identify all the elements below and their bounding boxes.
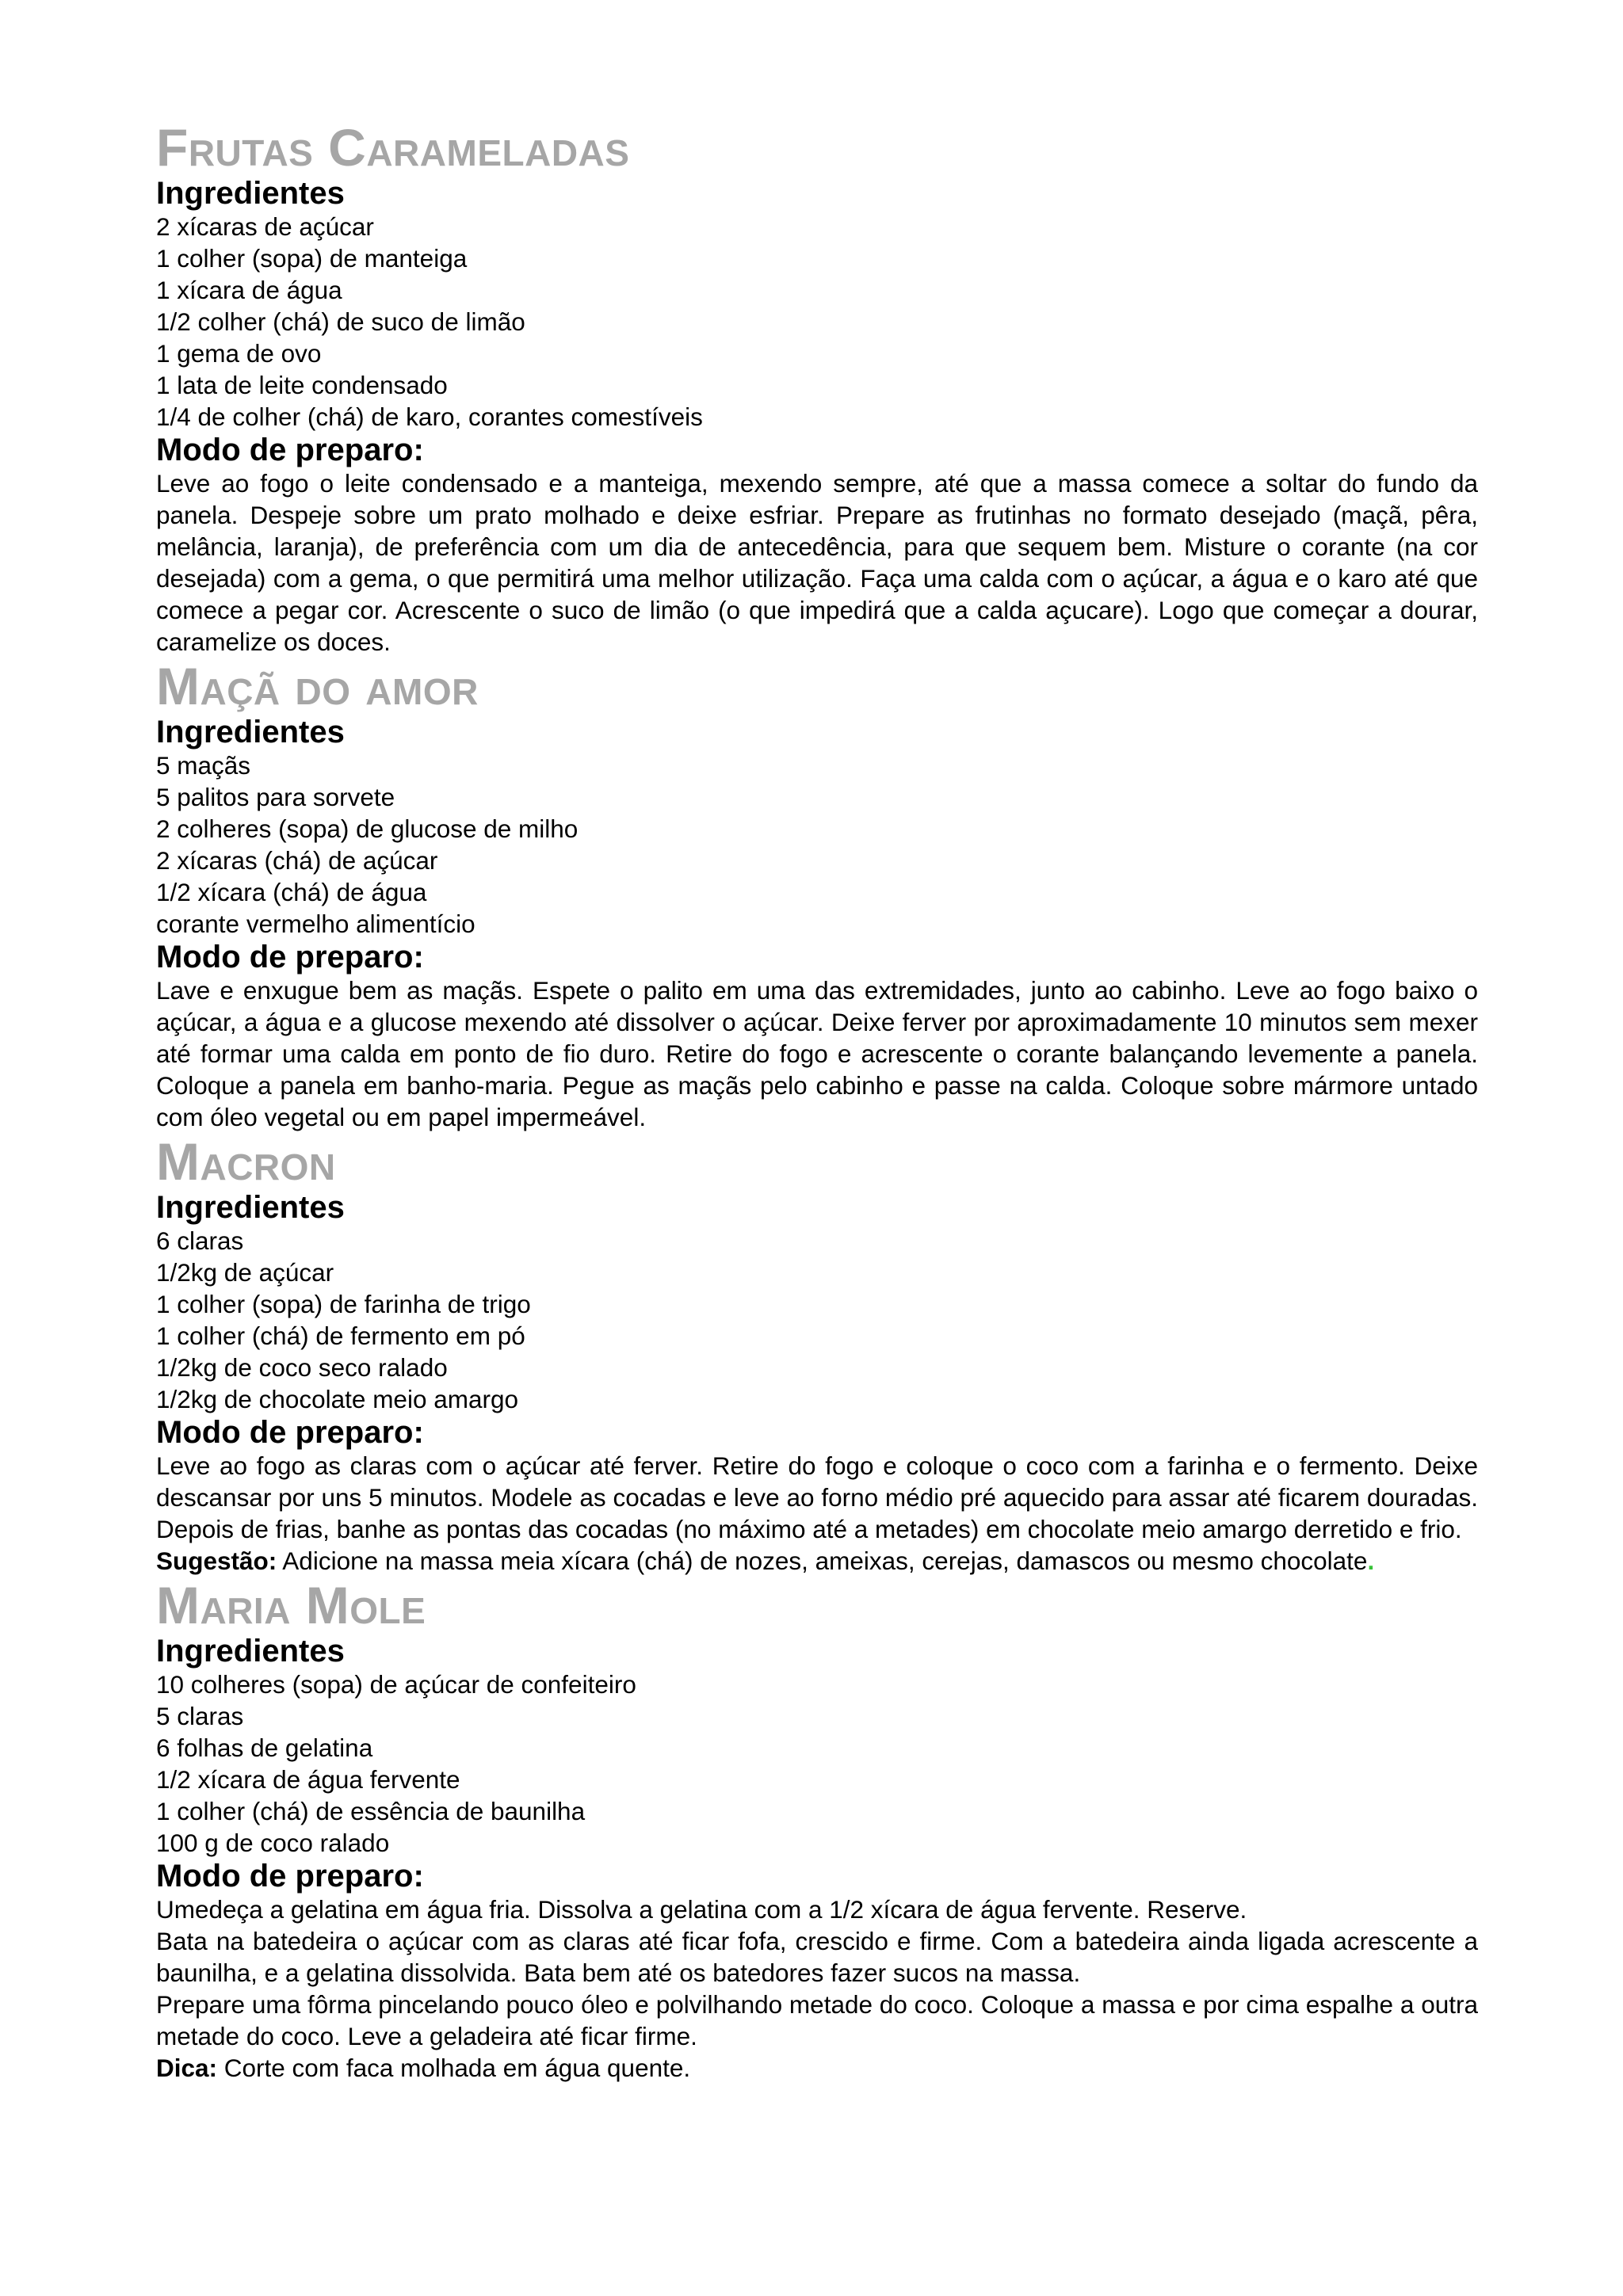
suggestion-end-mark: . xyxy=(1367,1547,1375,1575)
suggestion-label: Sugestão: xyxy=(156,1547,277,1575)
method-heading: Modo de preparo: xyxy=(156,1415,424,1450)
method-heading: Modo de preparo: xyxy=(156,1859,424,1894)
method-paragraph: Bata na batedeira o açúcar com as claras até ficar fofa, crescido e firme. Com a batedeira ainda ligada acrescente a baunilha, e a gelatina dissolvida. Bata bem até os batedores fazer sucos na massa. xyxy=(156,1927,1478,1987)
ingredient-item: 1 xícara de água xyxy=(156,276,342,304)
recipe-title: Maçã do amor xyxy=(156,657,479,715)
recipe-title: Maria Mole xyxy=(156,1576,426,1634)
ingredients-list xyxy=(156,749,1478,940)
ingredients-list xyxy=(156,211,1478,433)
method-paragraph: Leve ao fogo o leite condensado e a manteiga, mexendo sempre, até que a massa comece a soltar do fundo da panela. Despeje sobre um prato molhado e deixe esfriar. Prepare as frutinhas no formato desejado (maçã, pêra, melância, laranja), de preferência com um dia de antecedência, para que sequem bem. Misture o corante (na cor desejada) com a gema, o que permitirá uma melhor utilização. Faça uma calda com o açúcar, a água e o karo até que comece a pegar cor. Acrescente o suco de limão (o que impedirá que a calda açucare). Logo que começar a dourar, caramelize os doces. xyxy=(156,469,1478,656)
ingredient-item: 1 colher (sopa) de manteiga xyxy=(156,244,468,273)
recipe-maria-mole xyxy=(156,1577,1478,2084)
ingredients-list xyxy=(156,1669,1478,1859)
ingredient-item: 100 g de coco ralado xyxy=(156,1829,390,1857)
ingredient-item: 1/2 xícara de água fervente xyxy=(156,1765,460,1794)
ingredients-list xyxy=(156,1225,1478,1415)
method-heading: Modo de preparo: xyxy=(156,433,424,467)
ingredient-item: 1 lata de leite condensado xyxy=(156,371,448,399)
recipe-maca-do-amor xyxy=(156,658,1478,1133)
method-paragraph: Umedeça a gelatina em água fria. Dissolva a gelatina com a 1/2 xícara de água fervente. Reserve. xyxy=(156,1895,1247,1924)
ingredient-item: corante vermelho alimentício xyxy=(156,910,475,938)
tip-text: Corte com faca molhada em água quente. xyxy=(217,2054,691,2082)
method-paragraph: Prepare uma fôrma pincelando pouco óleo e polvilhando metade do coco. Coloque a massa e por cima espalhe a outra metade do coco. Leve a geladeira até ficar firme. xyxy=(156,1990,1478,2050)
ingredient-item: 1 colher (chá) de essência de baunilha xyxy=(156,1797,586,1825)
ingredients-heading: Ingredientes xyxy=(156,1190,345,1225)
recipe-title: Frutas Carameladas xyxy=(156,118,630,177)
ingredient-item: 6 folhas de gelatina xyxy=(156,1733,373,1762)
recipe-macron xyxy=(156,1133,1478,1577)
ingredient-item: 1/2kg de coco seco ralado xyxy=(156,1353,448,1382)
recipe-title: Macron xyxy=(156,1132,336,1191)
method-paragraph: Lave e enxugue bem as maçãs. Espete o palito em uma das extremidades, junto ao cabinho. Leve ao fogo baixo o açúcar, a água e a glucose mexendo até dissolver o açúcar. Deixe ferver por aproximadamente 10 minutos sem mexer até formar uma calda em ponto de fio duro. Retire do fogo e acrescente o corante balançando levemente a panela. Coloque a panela em banho-maria. Pegue as maçãs pelo cabinho e passe na calda. Coloque sobre mármore untado com óleo vegetal ou em papel impermeável. xyxy=(156,976,1478,1131)
method-paragraph: Leve ao fogo as claras com o açúcar até ferver. Retire do fogo e coloque o coco com a farinha e o fermento. Deixe descansar por uns 5 minutos. Modele as cocadas e leve ao forno médio pré aquecido para assar até ficarem douradas. Depois de frias, banhe as pontas das cocadas (no máximo até a metades) em chocolate meio amargo derretido e frio. xyxy=(156,1451,1478,1543)
ingredients-heading: Ingredientes xyxy=(156,1634,345,1669)
ingredient-item: 5 claras xyxy=(156,1702,244,1730)
ingredient-item: 2 colheres (sopa) de glucose de milho xyxy=(156,814,579,843)
ingredient-item: 1/2kg de chocolate meio amargo xyxy=(156,1385,519,1413)
recipe-page xyxy=(156,119,1478,2084)
ingredient-item: 1/2kg de açúcar xyxy=(156,1258,334,1287)
tip-label: Dica: xyxy=(156,2054,218,2082)
ingredient-item: 1/2 colher (chá) de suco de limão xyxy=(156,307,525,336)
method-heading: Modo de preparo: xyxy=(156,940,424,974)
ingredient-item: 1 gema de ovo xyxy=(156,339,322,368)
ingredient-item: 1/2 xícara (chá) de água xyxy=(156,878,427,906)
ingredient-item: 1/4 de colher (chá) de karo, corantes comestíveis xyxy=(156,402,703,431)
recipe-frutas-carameladas xyxy=(156,119,1478,658)
ingredient-item: 5 palitos para sorvete xyxy=(156,783,395,811)
ingredient-item: 2 xícaras de açúcar xyxy=(156,212,374,241)
ingredient-item: 1 colher (chá) de fermento em pó xyxy=(156,1322,525,1350)
tip-note xyxy=(156,2052,1478,2084)
suggestion-note xyxy=(156,1545,1478,1577)
ingredients-heading: Ingredientes xyxy=(156,176,345,211)
ingredient-item: 5 maçãs xyxy=(156,751,251,780)
ingredient-item: 2 xícaras (chá) de açúcar xyxy=(156,846,438,875)
ingredient-item: 1 colher (sopa) de farinha de trigo xyxy=(156,1290,531,1318)
ingredients-heading: Ingredientes xyxy=(156,715,345,749)
ingredient-item: 10 colheres (sopa) de açúcar de confeiteiro xyxy=(156,1670,636,1699)
ingredient-item: 6 claras xyxy=(156,1226,244,1255)
suggestion-text: Adicione na massa meia xícara (chá) de nozes, ameixas, cerejas, damascos ou mesmo chocolate xyxy=(277,1547,1368,1575)
